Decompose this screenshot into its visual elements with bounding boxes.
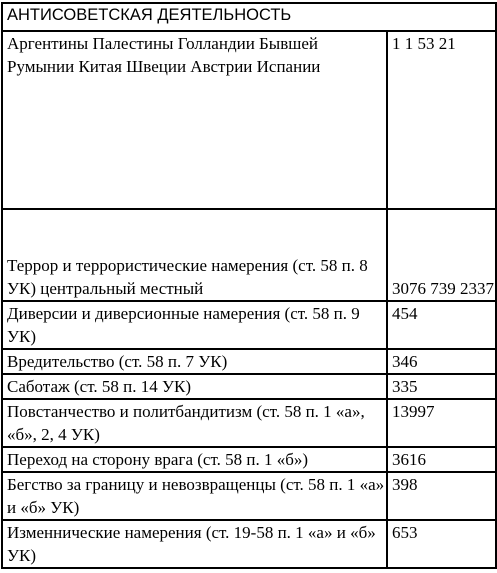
table-row	[2, 399, 496, 447]
row-value: 1 1 53 21	[387, 31, 496, 209]
table-row	[2, 520, 496, 568]
table-row	[2, 209, 496, 301]
table-row	[2, 447, 496, 472]
row-label: Саботаж (ст. 58 п. 14 УК)	[2, 374, 387, 399]
row-label: Диверсии и диверсионные намерения (ст. 58 п. 9 УК)	[2, 301, 387, 349]
table-row	[2, 301, 496, 349]
table-row	[2, 472, 496, 520]
row-label: Повстанчество и политбандитизм (ст. 58 п. 1 «а», «б», 2, 4 УК)	[2, 399, 387, 447]
row-value: 13997	[387, 399, 496, 447]
row-value: 335	[387, 374, 496, 399]
table-row	[2, 349, 496, 374]
row-value: 3616	[387, 447, 496, 472]
row-label: Аргентины Палестины Голландии Бывшей Румынии Китая Швеции Австрии Испании	[2, 31, 387, 209]
row-label: Вредительство (ст. 58 п. 7 УК)	[2, 349, 387, 374]
row-value: 398	[387, 472, 496, 520]
table-row	[2, 31, 496, 209]
row-label: Террор и террористические намерения (ст. 58 п. 8 УК) центральный местный	[2, 209, 387, 301]
statistics-table	[1, 2, 497, 569]
row-value: 3076 739 2337	[387, 209, 496, 301]
row-label: Бегство за границу и невозвращенцы (ст. 58 п. 1 «а» и «б» УК)	[2, 472, 387, 520]
table-header-row	[2, 3, 496, 31]
row-value: 653	[387, 520, 496, 568]
row-label: Переход на сторону врага (ст. 58 п. 1 «б»)	[2, 447, 387, 472]
row-label: Изменнические намерения (ст. 19-58 п. 1 «а» и «б» УК)	[2, 520, 387, 568]
row-value: 454	[387, 301, 496, 349]
table-row	[2, 374, 496, 399]
table-title: АНТИСОВЕТСКАЯ ДЕЯТЕЛЬНОСТЬ	[2, 3, 496, 31]
row-value: 346	[387, 349, 496, 374]
